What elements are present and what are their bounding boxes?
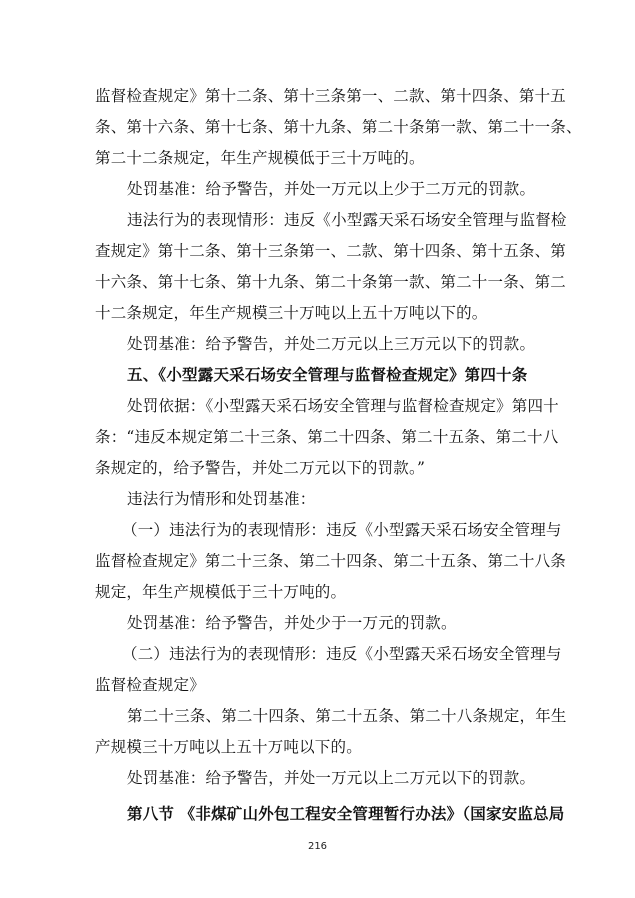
text-line: 十二条规定，年生产规模三十万吨以上五十万吨以下的。: [95, 304, 488, 322]
text-line: 十六条、第十七条、第十九条、第二十条第一款、第二十一条、第二: [95, 273, 567, 291]
page-number: 216: [307, 841, 328, 852]
text-line: 监督检查规定》第十二条、第十三条第一、二款、第十四条、第十五: [95, 87, 567, 105]
text-line: 监督检查规定》: [95, 676, 205, 694]
text-line: 条：“违反本规定第二十三条、第二十四条、第二十五条、第二十八: [95, 428, 559, 446]
text-line: 第二十二条规定，年生产规模低于三十万吨的。: [95, 149, 425, 167]
text-line: 处罚基准：给予警告，并处一万元以上二万元以下的罚款。: [127, 769, 536, 787]
text-line: 处罚基准：给予警告，并处二万元以上三万元以下的罚款。: [127, 335, 536, 353]
text-line: 监督检查规定》第二十三条、第二十四条、第二十五条、第二十八条: [95, 552, 567, 570]
text-line: 违法行为情形和处罚基准：: [127, 490, 316, 508]
text-line: 条规定的，给予警告，并处二万元以下的罚款。”: [95, 459, 426, 477]
text-line: 处罚基准：给予警告，并处少于一万元的罚款。: [127, 614, 457, 632]
text-line: 处罚依据：《小型露天采石场安全管理与监督检查规定》第四十: [127, 397, 559, 415]
text-line: 第二十三条、第二十四条、第二十五条、第二十八条规定，年生: [127, 707, 567, 725]
text-line: 产规模三十万吨以上五十万吨以下的。: [95, 738, 362, 756]
text-line: （一）违法行为的表现情形：违反《小型露天采石场安全管理与: [122, 521, 562, 539]
text-line: 条、第十六条、第十七条、第十九条、第二十条第一款、第二十一条、: [95, 118, 582, 136]
text-line: （二）违法行为的表现情形：违反《小型露天采石场安全管理与: [122, 645, 562, 663]
text-line: 违法行为的表现情形：违反《小型露天采石场安全管理与监督检: [127, 211, 567, 229]
text-line: 规定，年生产规模低于三十万吨的。: [95, 583, 347, 601]
text-line: 处罚基准：给予警告，并处一万元以上少于二万元的罚款。: [127, 180, 536, 198]
section-heading: 五、《小型露天采石场安全管理与监督检查规定》第四十条: [127, 366, 528, 384]
section-heading: 第八节 《非煤矿山外包工程安全管理暂行办法》（国家安监总局: [127, 805, 565, 823]
text-line: 查规定》第十二条、第十三条第一、二款、第十四条、第十五条、第: [95, 242, 567, 260]
